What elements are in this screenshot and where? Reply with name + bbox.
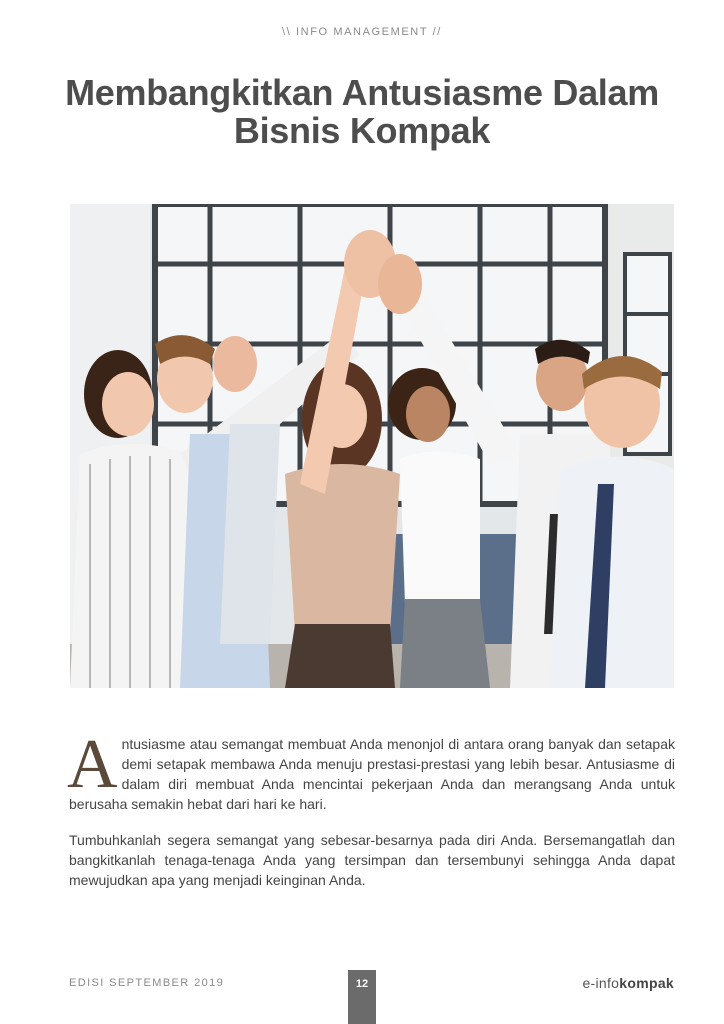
section-label: \\ INFO MANAGEMENT //: [282, 26, 442, 38]
edition-label: EDISI SEPTEMBER 2019: [69, 977, 225, 989]
article-paragraph-1: [67, 726, 675, 814]
brand-prefix: e-info: [582, 975, 620, 991]
article-title: Membangkitkan Antusiasme Dalam Bisnis Kompak: [65, 72, 659, 151]
page-number: 12: [348, 970, 376, 1024]
brand-logo: [582, 975, 674, 991]
paragraph-1-text: ntusiasme atau semangat membuat Anda menonjol di antara orang banyak dan setapak demi setapak membawa Anda menuju prestasi-prestasi yang lebih besar. Antusiasme di dalam diri membuat Anda mencintai pekerjaan Anda dan merangsang Anda untuk berusaha semakin hebat dari hari ke hari.: [69, 736, 675, 812]
article-photo: [70, 204, 674, 688]
team-high-five-photo: [70, 204, 674, 688]
dropcap-letter: A: [67, 726, 118, 803]
article-paragraph-2: Tumbuhkanlah segera semangat yang sebesar-besarnya pada diri Anda. Bersemangatlah dan bangkitkanlah tenaga-tenaga Anda yang tersimpan dan tersembunyi sehingga Anda dapat mewujudkan apa yang menjadi keinginan Anda.: [69, 832, 675, 888]
brand-suffix: kompak: [619, 975, 674, 991]
